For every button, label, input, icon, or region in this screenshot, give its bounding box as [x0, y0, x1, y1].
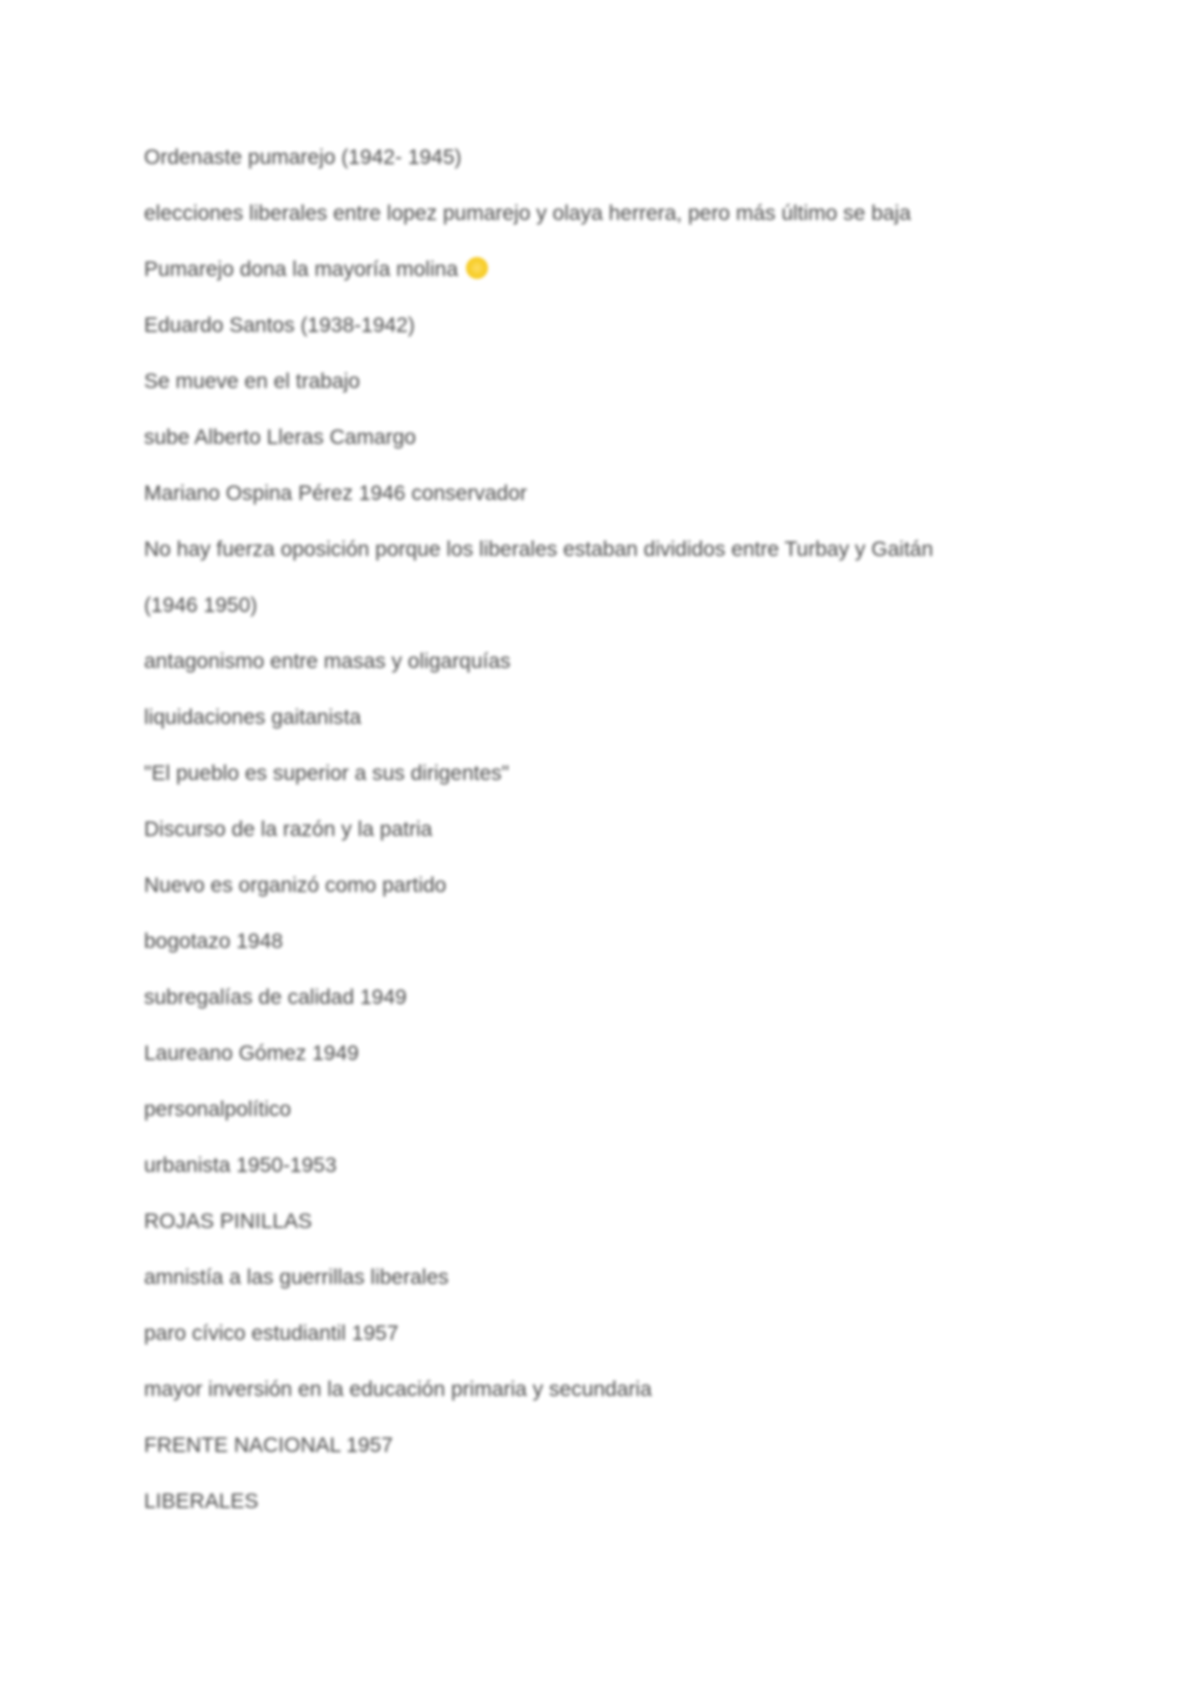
text-line: No hay fuerza oposición porque los liberales estaban divididos entre Turbay y Gaitán [144, 538, 934, 561]
text-line: Se mueve en el trabajo [144, 370, 360, 393]
text-line: paro cívico estudiantil 1957 [144, 1322, 399, 1345]
text-line: Mariano Ospina Pérez 1946 conservador [144, 482, 527, 505]
text-line: urbanista 1950-1953 [144, 1154, 337, 1177]
text-line: bogotazo 1948 [144, 930, 283, 953]
text-line: liquidaciones gaitanista [144, 706, 362, 729]
text-line: amnistía a las guerrillas liberales [144, 1266, 449, 1289]
text-line: (1946 1950) [144, 594, 258, 617]
text-line: Nuevo es organizó como partido [144, 874, 447, 897]
text-line: mayor inversión en la educación primaria y secundaria [144, 1378, 652, 1401]
text-line: Ordenaste pumarejo (1942- 1945) [144, 146, 462, 169]
text-line: elecciones liberales entre lopez pumarejo y olaya herrera, pero más último se baja [144, 202, 911, 225]
text-line: Laureano Gómez 1949 [144, 1042, 359, 1065]
text-line: antagonismo entre masas y oligarquías [144, 650, 511, 673]
text-line: LIBERALES [144, 1490, 259, 1513]
text-line: ROJAS PINILLAS [144, 1210, 313, 1233]
text-line: Discurso de la razón y la patria [144, 818, 433, 841]
text-line: "El pueblo es superior a sus dirigentes" [144, 762, 510, 785]
text-line: Pumarejo dona la mayoría molina [144, 254, 1132, 310]
text-line: FRENTE NACIONAL 1957 [144, 1434, 393, 1457]
text-line: Eduardo Santos (1938-1942) [144, 314, 415, 337]
text-line: sube Alberto Lleras Camargo [144, 426, 416, 449]
sun-emoji-icon [466, 257, 488, 279]
text-line: personalpolítico [144, 1098, 292, 1121]
text-line: subregalías de calidad 1949 [144, 986, 407, 1009]
